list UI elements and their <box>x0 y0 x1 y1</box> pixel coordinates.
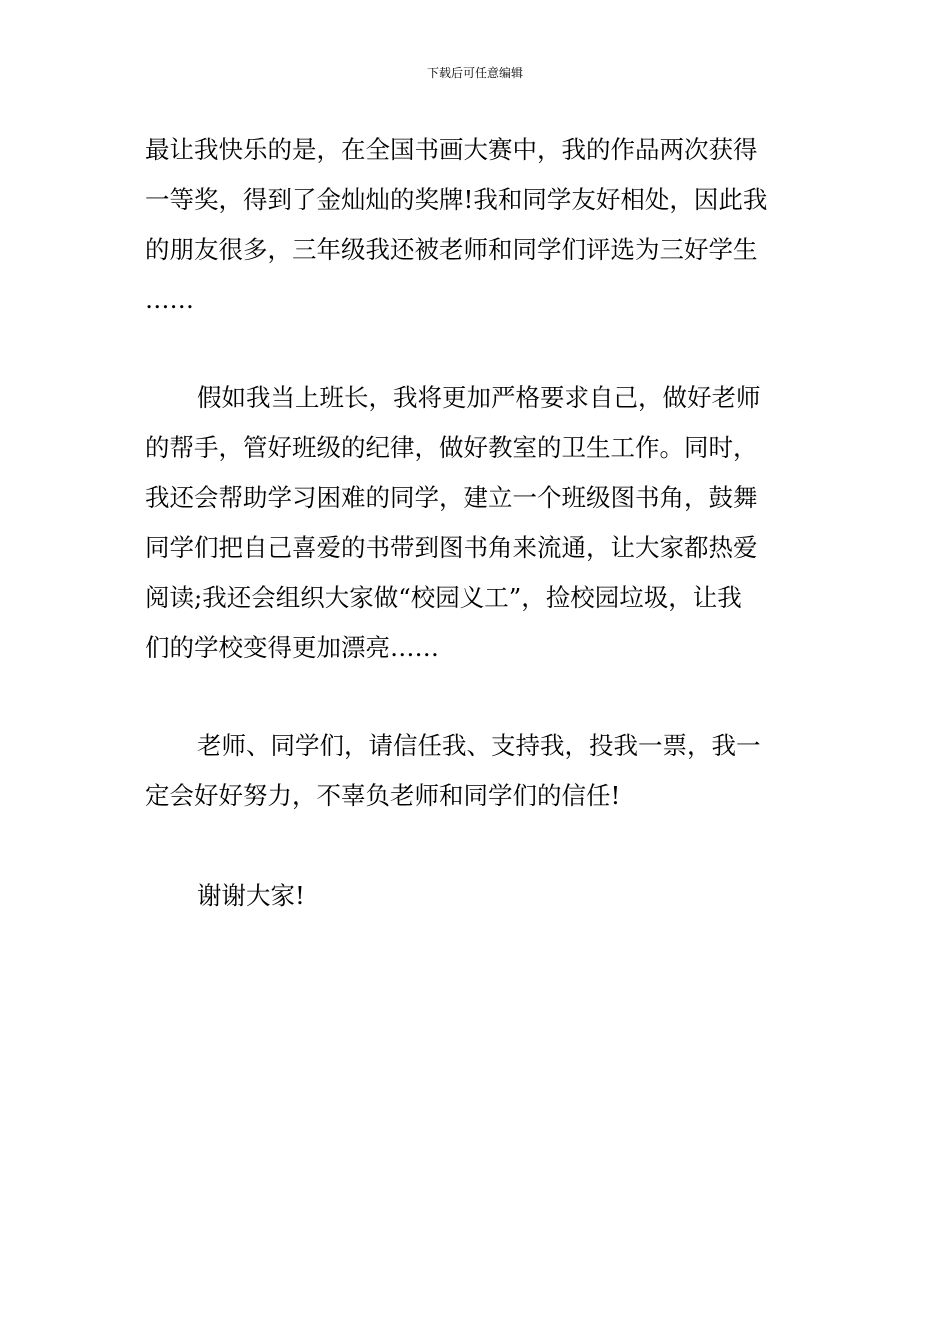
text-line: 定会好好努力，不辜负老师和同学们的信任! <box>145 781 621 810</box>
text-line: 最让我快乐的是，在全国书画大赛中，我的作品两次获得 <box>145 135 758 164</box>
text-line: 的帮手，管好班级的纪律，做好教室的卫生工作。同时， <box>145 433 758 462</box>
text-line: 假如我当上班长，我将更加严格要求自己，做好老师 <box>197 383 761 412</box>
text-line: 一等奖，得到了金灿灿的奖牌!我和同学友好相处，因此我 <box>145 185 768 214</box>
text-line: 我还会帮助学习困难的同学，建立一个班级图书角，鼓舞 <box>145 483 758 512</box>
text-line: 的朋友很多，三年级我还被老师和同学们评选为三好学生 <box>145 235 758 264</box>
page-header: 下载后可任意编辑 <box>426 66 523 80</box>
text-line: 们的学校变得更加漂亮…… <box>145 633 439 662</box>
paragraph-4 <box>145 871 810 921</box>
text-line: 同学们把自己喜爱的书带到图书角来流通，让大家都热爱 <box>145 533 758 562</box>
paragraph-1 <box>145 125 810 325</box>
text-line: 老师、同学们，请信任我、支持我，投我一票，我一 <box>197 731 761 760</box>
text-line: 阅读;我还会组织大家做“校园义工”，捡校园垃圾，让我 <box>145 583 742 612</box>
paragraph-3 <box>145 721 810 821</box>
text-line: …… <box>145 285 194 314</box>
closing-line: 谢谢大家! <box>197 881 305 910</box>
paragraph-2 <box>145 373 810 673</box>
